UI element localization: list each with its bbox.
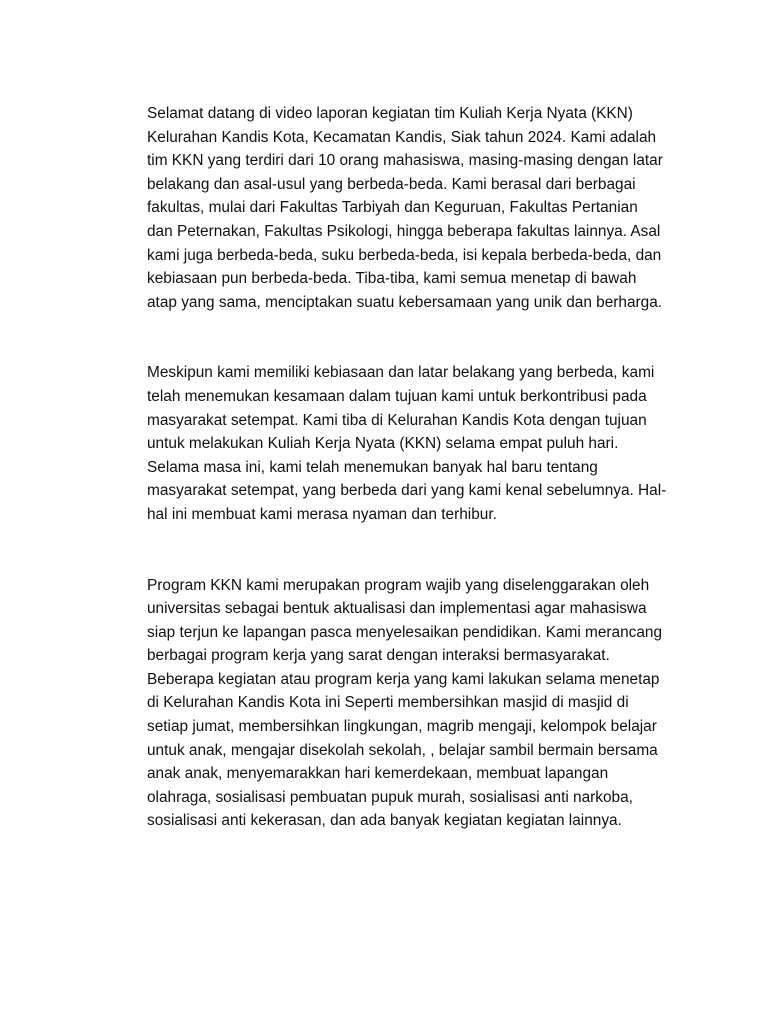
paragraph-introduction: Selamat datang di video laporan kegiatan tim Kuliah Kerja Nyata (KKN) Kelurahan Kandis Kota, Kecamatan Kandis, Siak tahun 2024. Kami adalah tim KKN yang terdiri dari 10 orang mahasiswa, masing-masing dengan latar belakang dan asal-usul yang berbeda-beda. Kami berasal dari berbagai fakultas, mulai dari Fakultas Tarbiyah dan Keguruan, Fakultas Pertanian dan Peternakan, Fakultas Psikologi, hingga beberapa fakultas lainnya. Asal kami juga berbeda-beda, suku berbeda-beda, isi kepala berbeda-beda, dan kebiasaan pun berbeda-beda. Tiba-tiba, kami semua menetap di bawah atap yang sama, menciptakan suatu kebersamaan yang unik dan berharga.: [147, 105, 663, 311]
document-body: [147, 102, 667, 833]
paragraph-shared-purpose: Meskipun kami memiliki kebiasaan dan latar belakang yang berbeda, kami telah menemukan kesamaan dalam tujuan kami untuk berkontribusi pada masyarakat setempat. Kami tiba di Kelurahan Kandis Kota dengan tujuan untuk melakukan Kuliah Kerja Nyata (KKN) selama empat puluh hari. Selama masa ini, kami telah menemukan banyak hal baru tentang masyarakat setempat, yang berbeda dari yang kami kenal sebelumnya. Hal-hal ini membuat kami merasa nyaman dan terhibur.: [147, 364, 667, 523]
paragraph-work-programs: Program KKN kami merupakan program wajib yang diselenggarakan oleh universitas sebagai bentuk aktualisasi dan implementasi agar mahasiswa siap terjun ke lapangan pasca menyelesaikan pendidikan. Kami merancang berbagai program kerja yang sarat dengan interaksi bermasyarakat. Beberapa kegiatan atau program kerja yang kami lakukan selama menetap di Kelurahan Kandis Kota ini Seperti membersihkan masjid di masjid di setiap jumat, membersihkan lingkungan, magrib mengaji, kelompok belajar untuk anak, mengajar disekolah sekolah, , belajar sambil bermain bersama anak anak, menyemarakkan hari kemerdekaan, membuat lapangan olahraga, sosialisasi pembuatan pupuk murah, sosialisasi anti narkoba, sosialisasi anti kekerasan, dan ada banyak kegiatan kegiatan lainnya.: [147, 576, 663, 830]
